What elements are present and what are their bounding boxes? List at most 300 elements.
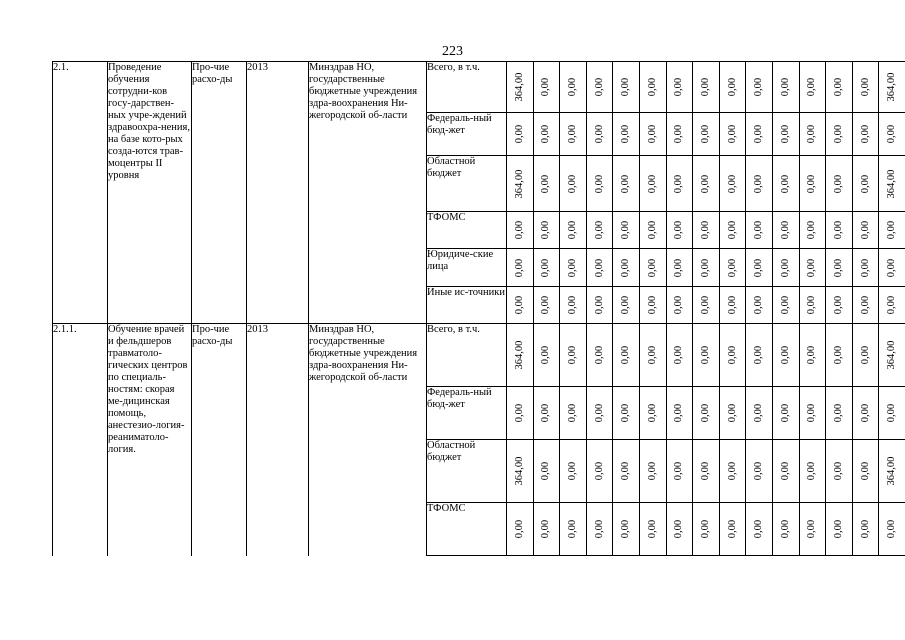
amount-value: 0,00: [806, 220, 818, 240]
amount-value: 0,00: [753, 174, 765, 193]
amount-cell: [852, 324, 879, 387]
amount-cell: [507, 503, 534, 556]
amount-value: 0,00: [726, 220, 738, 240]
amount-value: 0,00: [673, 295, 685, 315]
amount-value: 0,00: [566, 258, 578, 277]
amount-cell: [639, 324, 666, 387]
amount-cell: [772, 156, 799, 212]
amount-value: 0,00: [566, 124, 578, 144]
amount-cell: [772, 387, 799, 440]
amount-value: 0,00: [886, 258, 898, 277]
amount-cell: [719, 324, 746, 387]
amount-value: 0,00: [593, 258, 605, 277]
amount-cell: [799, 212, 826, 249]
amount-value: 0,00: [859, 345, 871, 365]
amount-value: 0,00: [673, 345, 685, 365]
amount-value: 364,00: [513, 169, 525, 198]
amount-value: 0,00: [726, 295, 738, 315]
amount-cell: [613, 62, 640, 113]
amount-value: 0,00: [886, 220, 898, 240]
amount-value: 0,00: [540, 345, 552, 365]
amount-value: 0,00: [620, 403, 632, 423]
amount-value: 0,00: [726, 258, 738, 277]
amount-cell: [666, 212, 693, 249]
amount-value: 0,00: [779, 124, 791, 144]
funding-source-cell: Юридиче-ские лица: [427, 249, 507, 287]
amount-cell: [560, 212, 587, 249]
amount-cell: [613, 324, 640, 387]
amount-value: 0,00: [593, 519, 605, 539]
amount-value: 0,00: [806, 258, 818, 277]
amount-cell: [879, 212, 905, 249]
amount-value: 0,00: [513, 295, 525, 315]
amount-cell: [879, 440, 905, 503]
amount-cell: [719, 113, 746, 156]
amount-value: 0,00: [886, 295, 898, 315]
amount-cell: [879, 113, 905, 156]
amount-cell: [746, 249, 773, 287]
amount-cell: [533, 156, 560, 212]
amount-cell: [613, 440, 640, 503]
amount-value: 0,00: [620, 220, 632, 240]
amount-value: 0,00: [593, 461, 605, 481]
amount-cell: [639, 212, 666, 249]
amount-value: 0,00: [699, 77, 711, 97]
amount-value: 0,00: [540, 295, 552, 315]
amount-cell: [772, 249, 799, 287]
amount-cell: [772, 212, 799, 249]
amount-value: 0,00: [832, 461, 844, 481]
amount-value: 0,00: [646, 258, 658, 277]
amount-value: 0,00: [859, 519, 871, 539]
amount-value: 0,00: [806, 174, 818, 193]
amount-cell: [666, 156, 693, 212]
amount-cell: [826, 62, 853, 113]
amount-cell: [879, 62, 905, 113]
amount-cell: [879, 249, 905, 287]
year-cell: 2013: [247, 324, 309, 556]
amount-value: 0,00: [540, 403, 552, 423]
amount-value: 364,00: [886, 456, 898, 486]
amount-cell: [746, 387, 773, 440]
amount-value: 0,00: [806, 124, 818, 144]
amount-cell: [772, 113, 799, 156]
amount-cell: [639, 503, 666, 556]
amount-value: 0,00: [673, 519, 685, 539]
funding-source-cell: Федераль-ный бюд-жет: [427, 113, 507, 156]
amount-value: 0,00: [620, 519, 632, 539]
amount-value: 0,00: [806, 461, 818, 481]
amount-value: 0,00: [699, 220, 711, 240]
amount-value: 0,00: [673, 124, 685, 144]
amount-value: 0,00: [779, 174, 791, 193]
amount-value: 0,00: [779, 295, 791, 315]
amount-value: 0,00: [593, 174, 605, 193]
amount-cell: [772, 440, 799, 503]
amount-cell: [826, 324, 853, 387]
amount-value: 0,00: [886, 124, 898, 144]
amount-cell: [826, 503, 853, 556]
amount-cell: [693, 156, 720, 212]
amount-value: 0,00: [779, 220, 791, 240]
amount-value: 0,00: [620, 258, 632, 277]
amount-value: 0,00: [699, 403, 711, 423]
amount-cell: [746, 324, 773, 387]
amount-cell: [560, 156, 587, 212]
program-table-body: [53, 62, 905, 556]
amount-value: 0,00: [593, 124, 605, 144]
item-name-cell: Обучение врачей и фельдшеров травматоло-гических центров по специаль-ностям: скорая ме-дицинская помощь, анестезио-логия-реаниматоло-логия.: [108, 324, 192, 556]
amount-cell: [826, 156, 853, 212]
amount-value: 0,00: [859, 174, 871, 193]
amount-cell: [613, 387, 640, 440]
amount-cell: [719, 440, 746, 503]
amount-cell: [852, 62, 879, 113]
amount-value: 0,00: [726, 461, 738, 481]
amount-cell: [613, 212, 640, 249]
amount-cell: [639, 156, 666, 212]
executor-cell: Минздрав НО, государственные бюджетные учреждения здра-воохранения Ни-жегородской об-ласти: [309, 324, 427, 556]
amount-value: 0,00: [753, 295, 765, 315]
amount-value: 364,00: [513, 456, 525, 486]
amount-cell: [826, 440, 853, 503]
amount-value: 0,00: [753, 461, 765, 481]
amount-cell: [507, 156, 534, 212]
amount-cell: [799, 387, 826, 440]
amount-value: 0,00: [832, 403, 844, 423]
amount-value: 0,00: [646, 220, 658, 240]
amount-value: 0,00: [566, 77, 578, 97]
amount-value: 0,00: [753, 345, 765, 365]
amount-cell: [799, 249, 826, 287]
amount-value: 0,00: [673, 403, 685, 423]
amount-cell: [639, 440, 666, 503]
amount-value: 0,00: [859, 258, 871, 277]
amount-value: 0,00: [832, 345, 844, 365]
amount-value: 0,00: [513, 258, 525, 277]
amount-cell: [613, 503, 640, 556]
amount-cell: [560, 503, 587, 556]
amount-value: 0,00: [806, 403, 818, 423]
amount-cell: [533, 503, 560, 556]
amount-value: 0,00: [806, 345, 818, 365]
amount-value: 0,00: [566, 519, 578, 539]
amount-value: 0,00: [859, 124, 871, 144]
amount-value: 0,00: [646, 345, 658, 365]
amount-cell: [693, 62, 720, 113]
amount-cell: [772, 62, 799, 113]
amount-cell: [586, 440, 613, 503]
amount-cell: [639, 287, 666, 324]
amount-value: 364,00: [513, 72, 525, 102]
amount-cell: [719, 249, 746, 287]
amount-cell: [826, 387, 853, 440]
amount-cell: [693, 387, 720, 440]
amount-cell: [852, 212, 879, 249]
amount-cell: [879, 324, 905, 387]
amount-cell: [586, 387, 613, 440]
amount-cell: [879, 503, 905, 556]
amount-cell: [719, 62, 746, 113]
amount-cell: [533, 62, 560, 113]
amount-value: 0,00: [832, 77, 844, 97]
amount-cell: [799, 287, 826, 324]
amount-value: 0,00: [646, 461, 658, 481]
amount-cell: [852, 113, 879, 156]
amount-value: 0,00: [699, 461, 711, 481]
amount-cell: [799, 440, 826, 503]
amount-value: 0,00: [859, 295, 871, 315]
amount-cell: [719, 156, 746, 212]
amount-cell: [507, 249, 534, 287]
amount-cell: [560, 387, 587, 440]
amount-cell: [666, 249, 693, 287]
amount-cell: [560, 249, 587, 287]
amount-cell: [613, 287, 640, 324]
amount-cell: [746, 113, 773, 156]
amount-cell: [799, 324, 826, 387]
page-number: 223: [442, 44, 463, 59]
amount-cell: [826, 113, 853, 156]
amount-value: 0,00: [540, 220, 552, 240]
funding-source-cell: ТФОМС: [427, 503, 507, 556]
amount-value: 0,00: [753, 403, 765, 423]
funding-source-cell: Федераль-ный бюд-жет: [427, 387, 507, 440]
amount-value: 0,00: [806, 519, 818, 539]
amount-value: 0,00: [513, 519, 525, 539]
amount-value: 0,00: [566, 345, 578, 365]
amount-cell: [693, 440, 720, 503]
amount-value: 0,00: [779, 258, 791, 277]
amount-cell: [639, 387, 666, 440]
amount-cell: [507, 212, 534, 249]
funding-source-cell: Всего, в т.ч.: [427, 62, 507, 113]
amount-value: 0,00: [513, 220, 525, 240]
amount-cell: [746, 212, 773, 249]
amount-cell: [533, 387, 560, 440]
expense-type-cell: Про-чие расхо-ды: [192, 62, 247, 324]
amount-cell: [852, 440, 879, 503]
funding-source-cell: Всего, в т.ч.: [427, 324, 507, 387]
amount-cell: [879, 156, 905, 212]
program-table: [52, 61, 905, 556]
amount-cell: [533, 113, 560, 156]
amount-value: 0,00: [726, 77, 738, 97]
amount-value: 0,00: [779, 519, 791, 539]
amount-cell: [560, 113, 587, 156]
amount-cell: [852, 156, 879, 212]
amount-cell: [533, 212, 560, 249]
amount-value: 0,00: [540, 124, 552, 144]
amount-cell: [586, 324, 613, 387]
amount-value: 0,00: [673, 77, 685, 97]
amount-cell: [639, 62, 666, 113]
amount-value: 0,00: [753, 124, 765, 144]
amount-cell: [586, 156, 613, 212]
amount-value: 0,00: [699, 174, 711, 193]
amount-value: 0,00: [540, 258, 552, 277]
amount-cell: [772, 503, 799, 556]
amount-cell: [852, 287, 879, 324]
amount-cell: [719, 387, 746, 440]
amount-cell: [826, 287, 853, 324]
amount-cell: [533, 324, 560, 387]
amount-cell: [666, 287, 693, 324]
amount-cell: [586, 287, 613, 324]
amount-value: 0,00: [699, 295, 711, 315]
amount-value: 0,00: [540, 461, 552, 481]
expense-type-cell: Про-чие расхо-ды: [192, 324, 247, 556]
amount-value: 0,00: [513, 403, 525, 423]
amount-value: 0,00: [620, 295, 632, 315]
amount-cell: [693, 249, 720, 287]
amount-value: 0,00: [513, 124, 525, 144]
amount-value: 0,00: [646, 403, 658, 423]
amount-cell: [852, 503, 879, 556]
amount-cell: [719, 503, 746, 556]
amount-cell: [507, 387, 534, 440]
amount-value: 0,00: [620, 345, 632, 365]
amount-cell: [586, 249, 613, 287]
amount-cell: [507, 287, 534, 324]
amount-cell: [560, 440, 587, 503]
year-cell: 2013: [247, 62, 309, 324]
amount-value: 0,00: [726, 345, 738, 365]
amount-value: 0,00: [832, 124, 844, 144]
amount-cell: [560, 324, 587, 387]
amount-cell: [799, 113, 826, 156]
amount-value: 364,00: [886, 340, 898, 370]
amount-cell: [693, 113, 720, 156]
amount-value: 0,00: [779, 461, 791, 481]
amount-cell: [746, 62, 773, 113]
amount-value: 0,00: [832, 220, 844, 240]
amount-value: 0,00: [646, 519, 658, 539]
amount-cell: [666, 440, 693, 503]
amount-value: 0,00: [673, 258, 685, 277]
amount-value: 0,00: [620, 77, 632, 97]
amount-value: 0,00: [699, 519, 711, 539]
amount-value: 0,00: [540, 174, 552, 193]
amount-cell: [799, 503, 826, 556]
amount-cell: [693, 212, 720, 249]
amount-cell: [507, 440, 534, 503]
amount-cell: [533, 249, 560, 287]
funding-source-cell: Иные ис-точники: [427, 287, 507, 324]
amount-value: 0,00: [886, 403, 898, 423]
amount-value: 0,00: [726, 403, 738, 423]
amount-cell: [666, 387, 693, 440]
amount-value: 0,00: [646, 174, 658, 193]
amount-value: 0,00: [753, 77, 765, 97]
amount-value: 0,00: [859, 220, 871, 240]
amount-value: 0,00: [859, 77, 871, 97]
amount-cell: [507, 324, 534, 387]
amount-value: 0,00: [859, 461, 871, 481]
amount-value: 0,00: [726, 124, 738, 144]
amount-cell: [746, 440, 773, 503]
amount-value: 0,00: [832, 519, 844, 539]
funding-source-cell: ТФОМС: [427, 212, 507, 249]
amount-cell: [586, 113, 613, 156]
amount-value: 0,00: [566, 295, 578, 315]
amount-value: 0,00: [593, 220, 605, 240]
amount-value: 0,00: [779, 77, 791, 97]
amount-value: 0,00: [646, 77, 658, 97]
amount-value: 364,00: [886, 72, 898, 102]
amount-cell: [560, 62, 587, 113]
amount-value: 0,00: [540, 519, 552, 539]
amount-value: 0,00: [699, 124, 711, 144]
executor-cell: Минздрав НО, государственные бюджетные учреждения здра-воохранения Ни-жегородской об-ласти: [309, 62, 427, 324]
amount-cell: [613, 249, 640, 287]
amount-value: 0,00: [673, 174, 685, 193]
amount-value: 0,00: [566, 174, 578, 193]
amount-cell: [693, 324, 720, 387]
amount-cell: [719, 212, 746, 249]
amount-value: 0,00: [620, 461, 632, 481]
item-code-cell: 2.1.1.: [53, 324, 108, 556]
amount-cell: [586, 503, 613, 556]
amount-value: 0,00: [699, 258, 711, 277]
amount-value: 0,00: [566, 403, 578, 423]
amount-value: 0,00: [540, 77, 552, 97]
amount-value: 0,00: [806, 295, 818, 315]
amount-value: 0,00: [620, 174, 632, 193]
amount-value: 0,00: [620, 124, 632, 144]
amount-value: 0,00: [566, 461, 578, 481]
amount-value: 0,00: [859, 403, 871, 423]
amount-value: 0,00: [832, 295, 844, 315]
amount-cell: [852, 387, 879, 440]
table-row: [53, 324, 905, 387]
table-row: [53, 62, 905, 113]
amount-value: 0,00: [753, 519, 765, 539]
amount-value: 0,00: [886, 519, 898, 539]
funding-source-cell: Областной бюджет: [427, 440, 507, 503]
amount-cell: [666, 62, 693, 113]
amount-cell: [586, 62, 613, 113]
amount-cell: [666, 113, 693, 156]
amount-value: 0,00: [593, 295, 605, 315]
amount-cell: [533, 287, 560, 324]
amount-cell: [639, 113, 666, 156]
item-name-cell: Проведение обучения сотрудни-ков госу-дарствен-ных учре-ждений здравоохра-нения, на базе кото-рых созда-ются трав-моцентры II уровня: [108, 62, 192, 324]
amount-value: 0,00: [779, 403, 791, 423]
amount-value: 0,00: [673, 220, 685, 240]
amount-cell: [772, 324, 799, 387]
amount-value: 364,00: [513, 340, 525, 370]
amount-value: 0,00: [806, 77, 818, 97]
amount-cell: [613, 113, 640, 156]
amount-value: 0,00: [753, 258, 765, 277]
amount-value: 0,00: [699, 345, 711, 365]
amount-value: 0,00: [832, 258, 844, 277]
item-code-cell: 2.1.: [53, 62, 108, 324]
amount-value: 0,00: [646, 295, 658, 315]
amount-cell: [852, 249, 879, 287]
amount-cell: [746, 156, 773, 212]
amount-value: 0,00: [832, 174, 844, 193]
amount-cell: [826, 249, 853, 287]
amount-cell: [613, 156, 640, 212]
amount-cell: [666, 324, 693, 387]
amount-cell: [746, 503, 773, 556]
amount-value: 0,00: [593, 77, 605, 97]
amount-cell: [693, 503, 720, 556]
amount-cell: [799, 156, 826, 212]
amount-value: 0,00: [566, 220, 578, 240]
